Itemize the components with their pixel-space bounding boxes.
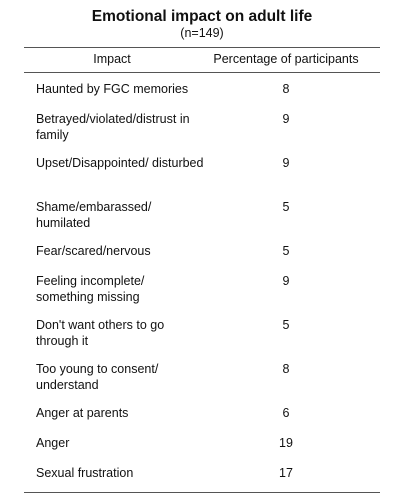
impact-cell: Sexual frustration [36,466,134,480]
percentage-cell: 8 [282,82,290,96]
column-header-impact: Impact [93,52,131,66]
impact-cell: Shame/embarassed/ humilated [36,200,152,230]
percentage-cell: 9 [282,156,290,170]
percentage-cell: 19 [279,436,293,450]
impact-cell: Upset/Disappointed/ disturbed [36,156,204,170]
impact-cell: Anger at parents [36,406,129,420]
impact-cell: Haunted by FGC memories [36,82,189,96]
table-title: Emotional impact on adult life [91,8,313,25]
percentage-cell: 5 [282,244,290,258]
percentage-cell: 8 [282,362,290,376]
percentage-cell: 9 [282,274,290,288]
percentage-cell: 6 [282,406,290,420]
percentage-cell: 5 [282,318,290,332]
percentage-cell: 17 [279,466,293,480]
impact-cell: Don't want others to go through it [36,318,165,348]
percentage-cell: 9 [282,112,290,126]
percentage-cell: 5 [282,200,290,214]
header-rule [24,72,380,73]
impact-cell: Anger [36,436,70,450]
impact-cell: Too young to consent/ understand [36,362,159,392]
bottom-rule [24,492,380,493]
table-subtitle: (n=149) [180,26,224,40]
impact-cell: Betrayed/violated/distrust in family [36,112,190,142]
impact-cell: Feeling incomplete/ something missing [36,274,145,304]
top-rule [24,47,380,48]
column-header-percentage: Percentage of participants [213,52,359,66]
impact-cell: Fear/scared/nervous [36,244,151,258]
